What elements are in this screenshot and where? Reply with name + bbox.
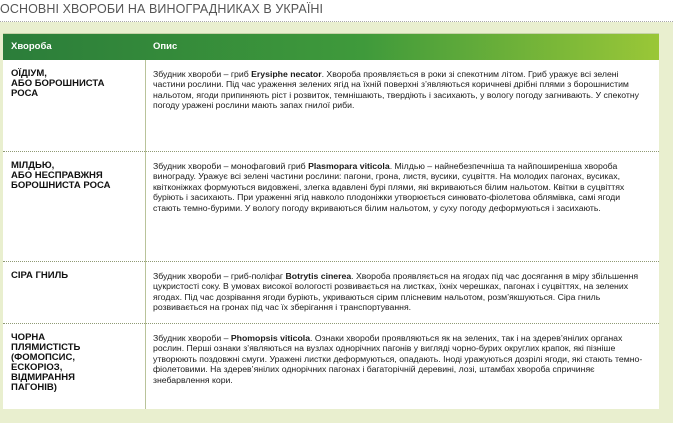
description-text: Збудник хвороби – монофаговий гриб xyxy=(153,161,309,171)
column-header-description: Опис xyxy=(153,41,178,52)
description-text: Збудник хвороби – гриб-поліфаг xyxy=(153,271,286,281)
column-header-disease: Хвороба xyxy=(11,41,52,52)
disease-description xyxy=(153,271,649,313)
page-title: ОСНОВНІ ХВОРОБИ НА ВИНОГРАДНИКАХ В УКРАЇНІ xyxy=(0,0,673,22)
pathogen-name: Erysiphe necator xyxy=(251,69,322,79)
disease-name-line: ПЛЯМИСТІСТЬ xyxy=(11,342,81,353)
disease-name xyxy=(11,271,139,281)
disease-name-line: МІЛДЬЮ, xyxy=(11,160,55,171)
disease-name-line: БОРОШНИСТА РОСА xyxy=(11,180,111,191)
description-text: . Хвороба проявляється на ягодах під час досягання в міру збільшення цукристості соку. В умовах високої вологості розвивається на листках, їхніх черешках, пагонах і суцвіттях, на зелених ягодах. Під час дозрівання ягоди буріють, укриваються сірим плісневим нальотом, розм’якшуються. Сіра гниль розвивається на гронах під час їх зберігання і транспортування. xyxy=(153,271,639,313)
table-row xyxy=(3,152,659,262)
disease-description xyxy=(153,333,649,385)
disease-name-line: (ФОМОПСИС, xyxy=(11,352,75,363)
pathogen-name: Botrytis cinerea xyxy=(285,271,352,281)
description-text: . Ознаки хвороби проявляються як на зелених, так і на здерев’янілих органах рослин. Перші ознаки з’являються на вузлах однорічних пагонів у вигляді чорно-бурих округлих крапок, які пізніше утворюють поздовжні смуги. Уражені листки деформуються, опадають. Іноді уражуються дозрілі ягоди, які стають темно-фіолетовими. На здерев’янілих однорічних пагонах і багаторічній деревині, лозі, штамбах хвороба спричиняє знебарвлення кори. xyxy=(153,333,643,385)
disease-name-line: РОСА xyxy=(11,88,39,99)
disease-name xyxy=(11,161,139,191)
description-text: . Хвороба проявляється в роки зі спекотним літом. Гриб уражує всі зелені частини рослини. Під час ураження зелених ягід на їхній поверхні з’являються коричневі дрібні плями з борошнистим нальотом, ягоди припиняють ріст і розвиток, темнішають, твердіють і засихають, у вологу погоду загнивають. У спекотну погоду уражені рослини мають запах гнилої риби. xyxy=(153,69,640,111)
table-row xyxy=(3,60,659,152)
disease-name xyxy=(11,69,139,99)
diseases-table xyxy=(3,33,659,409)
disease-name-line: ЕСКОРІОЗ, xyxy=(11,362,63,373)
table-row xyxy=(3,262,659,324)
disease-name xyxy=(11,333,139,393)
table-row xyxy=(3,324,659,409)
description-text: Збудник хвороби – гриб xyxy=(153,69,252,79)
pathogen-name: Phomopsis viticola xyxy=(230,333,311,343)
disease-name-line: АБО НЕСПРАВЖНЯ xyxy=(11,170,103,181)
disease-name-line: ВІДМИРАННЯ xyxy=(11,372,75,383)
disease-description xyxy=(153,69,649,111)
description-text: . Мілдью – найнебезпечніша та найпоширеніша хвороба винограду. Уражує всі зелені частини рослини: пагони, грона, листя, вусики, суцвіття. На молодих пагонах, вусиках, квітконіжках формуються видовжені, злегка вдавлені бурі плями, які вкриваються білим нальотом. Квітки в суцвіттях буріють і засихають. При ураженні ягід навколо плодоніжки утворюється синювато-фіолетова облямівка, самі ягоди стають темно-бурими. У вологу погоду вкриваються білим нальотом, у суху погоду деформуються і засихають. xyxy=(153,161,625,213)
disease-name-line: АБО БОРОШНИСТА xyxy=(11,78,105,89)
disease-name-line: СІРА ГНИЛЬ xyxy=(11,270,69,281)
content-panel xyxy=(0,22,673,423)
pathogen-name: Plasmopara viticola xyxy=(308,161,390,171)
disease-name-line: ОЇДІУМ, xyxy=(11,68,47,79)
description-text: Збудник хвороби – xyxy=(153,333,231,343)
disease-name-line: ЧОРНА xyxy=(11,332,46,343)
disease-name-line: ПАГОНІВ) xyxy=(11,382,57,393)
table-header xyxy=(3,34,659,60)
disease-description xyxy=(153,161,649,213)
